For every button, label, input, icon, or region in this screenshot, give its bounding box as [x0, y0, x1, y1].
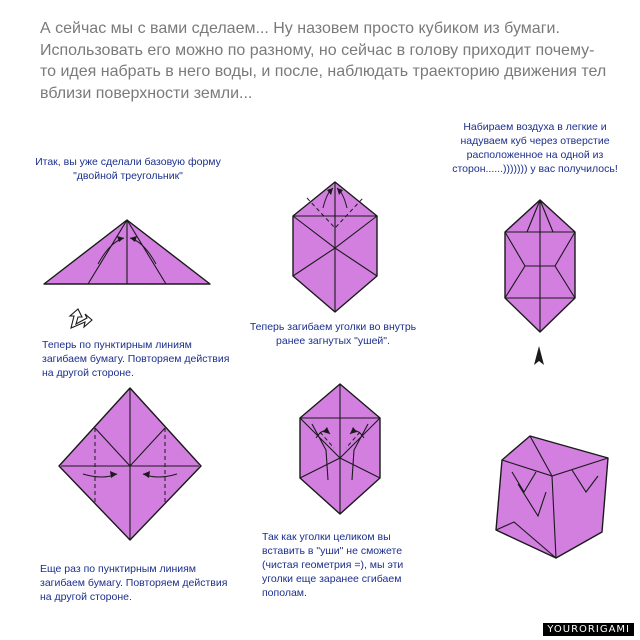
step-2-caption: Теперь по пунктирным линиям загибаем бумагу. Повторяем действия на другой стороне. [42, 339, 230, 379]
inflate-arrow-icon [532, 345, 546, 367]
step-5-caption: Так как уголки целиком вы вставить в "уши" не сможете (чистая геометрия =), мы эти уголки еще заранее сгибаем пополам. [262, 531, 404, 599]
intro-text: А сейчас мы с вами сделаем... Ну назовем просто кубиком из бумаги. Использовать его можно по разному, но сейчас в голову приходит почему-то идея набрать в него воды, и после, наблюдать траекторию движения тел вблизи поверхности земли... [40, 20, 607, 102]
step-3-caption: Еще раз по пунктирным линиям загибаем бумагу. Повторяем действия на другой стороне. [40, 563, 228, 603]
inflate-hexagon-diagram [495, 196, 585, 336]
step-4-caption: Теперь загибаем уголки во внутрь ранее загнутых "ушей". [249, 321, 417, 347]
step-6-caption: Набираем воздуха в легкие и надуваем куб через отверстие расположенное на одной из сторон......))))))) у вас получилось! [452, 121, 618, 175]
double-triangle-diagram [40, 212, 215, 292]
square-fold-diagram [55, 384, 205, 544]
flip-arrow-icon [68, 308, 94, 330]
tucked-corners-diagram [290, 380, 390, 520]
finished-cube-diagram [490, 432, 615, 562]
tall-diamond-diagram [285, 178, 385, 318]
step-1-caption: Итак, вы уже сделали базовую форму "двойной треугольник" [35, 156, 221, 182]
watermark-logo: YOURORIGAMI [543, 623, 634, 636]
